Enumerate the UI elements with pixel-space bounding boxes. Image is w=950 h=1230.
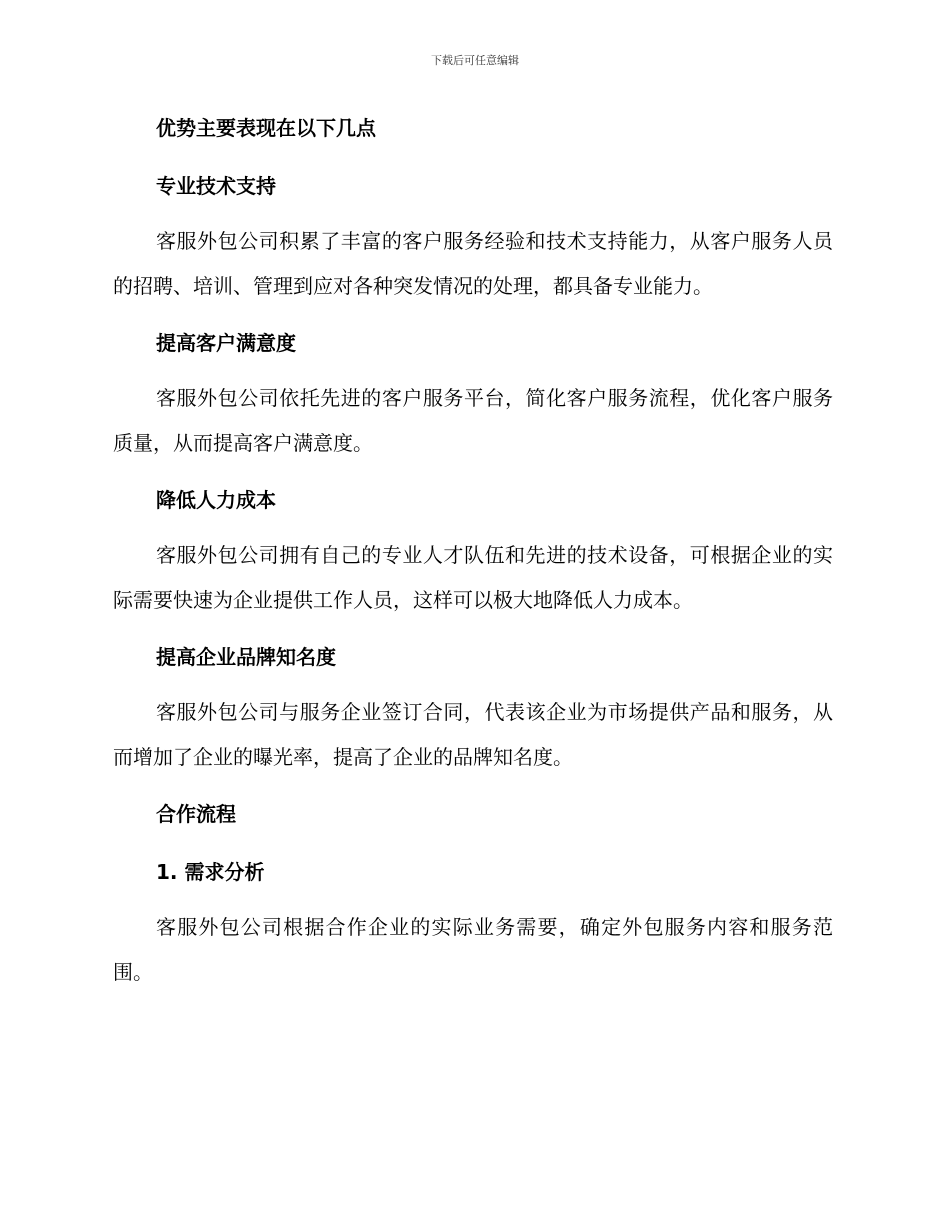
paragraph-line: 客服外包公司积累了丰富的客户服务经验和技术支持能力，从客户服务 — [156, 229, 793, 253]
paragraph-satisfaction — [113, 376, 833, 466]
paragraph-line: 人员的招聘、培训、管理到应对各种突发情况的处理，都具备专业能力。 — [113, 229, 833, 298]
heading-cost: 降低人力成本 — [156, 488, 276, 512]
heading-advantages: 优势主要表现在以下几点 — [156, 116, 376, 140]
heading-needs-analysis: 1. 需求分析 — [156, 860, 265, 884]
paragraph-cost — [113, 533, 833, 623]
heading-satisfaction: 提高客户满意度 — [156, 331, 296, 355]
paragraph-tech-support — [113, 219, 833, 309]
paragraph-line: 的实际需要快速为企业提供工作人员，这样可以极大地降低人力成本。 — [113, 543, 833, 612]
paragraph-line: 服务质量，从而提高客户满意度。 — [113, 386, 833, 455]
paragraph-line: 客服外包公司根据合作企业的实际业务需要，确定外包服务内容和服务 — [156, 915, 813, 939]
paragraph-line: 客服外包公司与服务企业签订合同，代表该企业为市场提供产品和服 — [156, 700, 772, 724]
paragraph-line: 务，从而增加了企业的曝光率，提高了企业的品牌知名度。 — [113, 700, 833, 769]
paragraph-needs-analysis — [113, 905, 833, 995]
heading-tech-support: 专业技术支持 — [156, 174, 276, 198]
heading-brand: 提高企业品牌知名度 — [156, 645, 336, 669]
paragraph-line: 范围。 — [113, 915, 833, 984]
document-body — [113, 112, 833, 995]
paragraph-brand — [113, 690, 833, 780]
heading-process: 合作流程 — [156, 802, 236, 826]
page-header-note: 下载后可任意编辑 — [431, 54, 519, 67]
paragraph-line: 客服外包公司拥有自己的专业人才队伍和先进的技术设备，可根据企业 — [156, 543, 793, 567]
paragraph-line: 客服外包公司依托先进的客户服务平台，简化客户服务流程，优化客户 — [156, 386, 793, 410]
